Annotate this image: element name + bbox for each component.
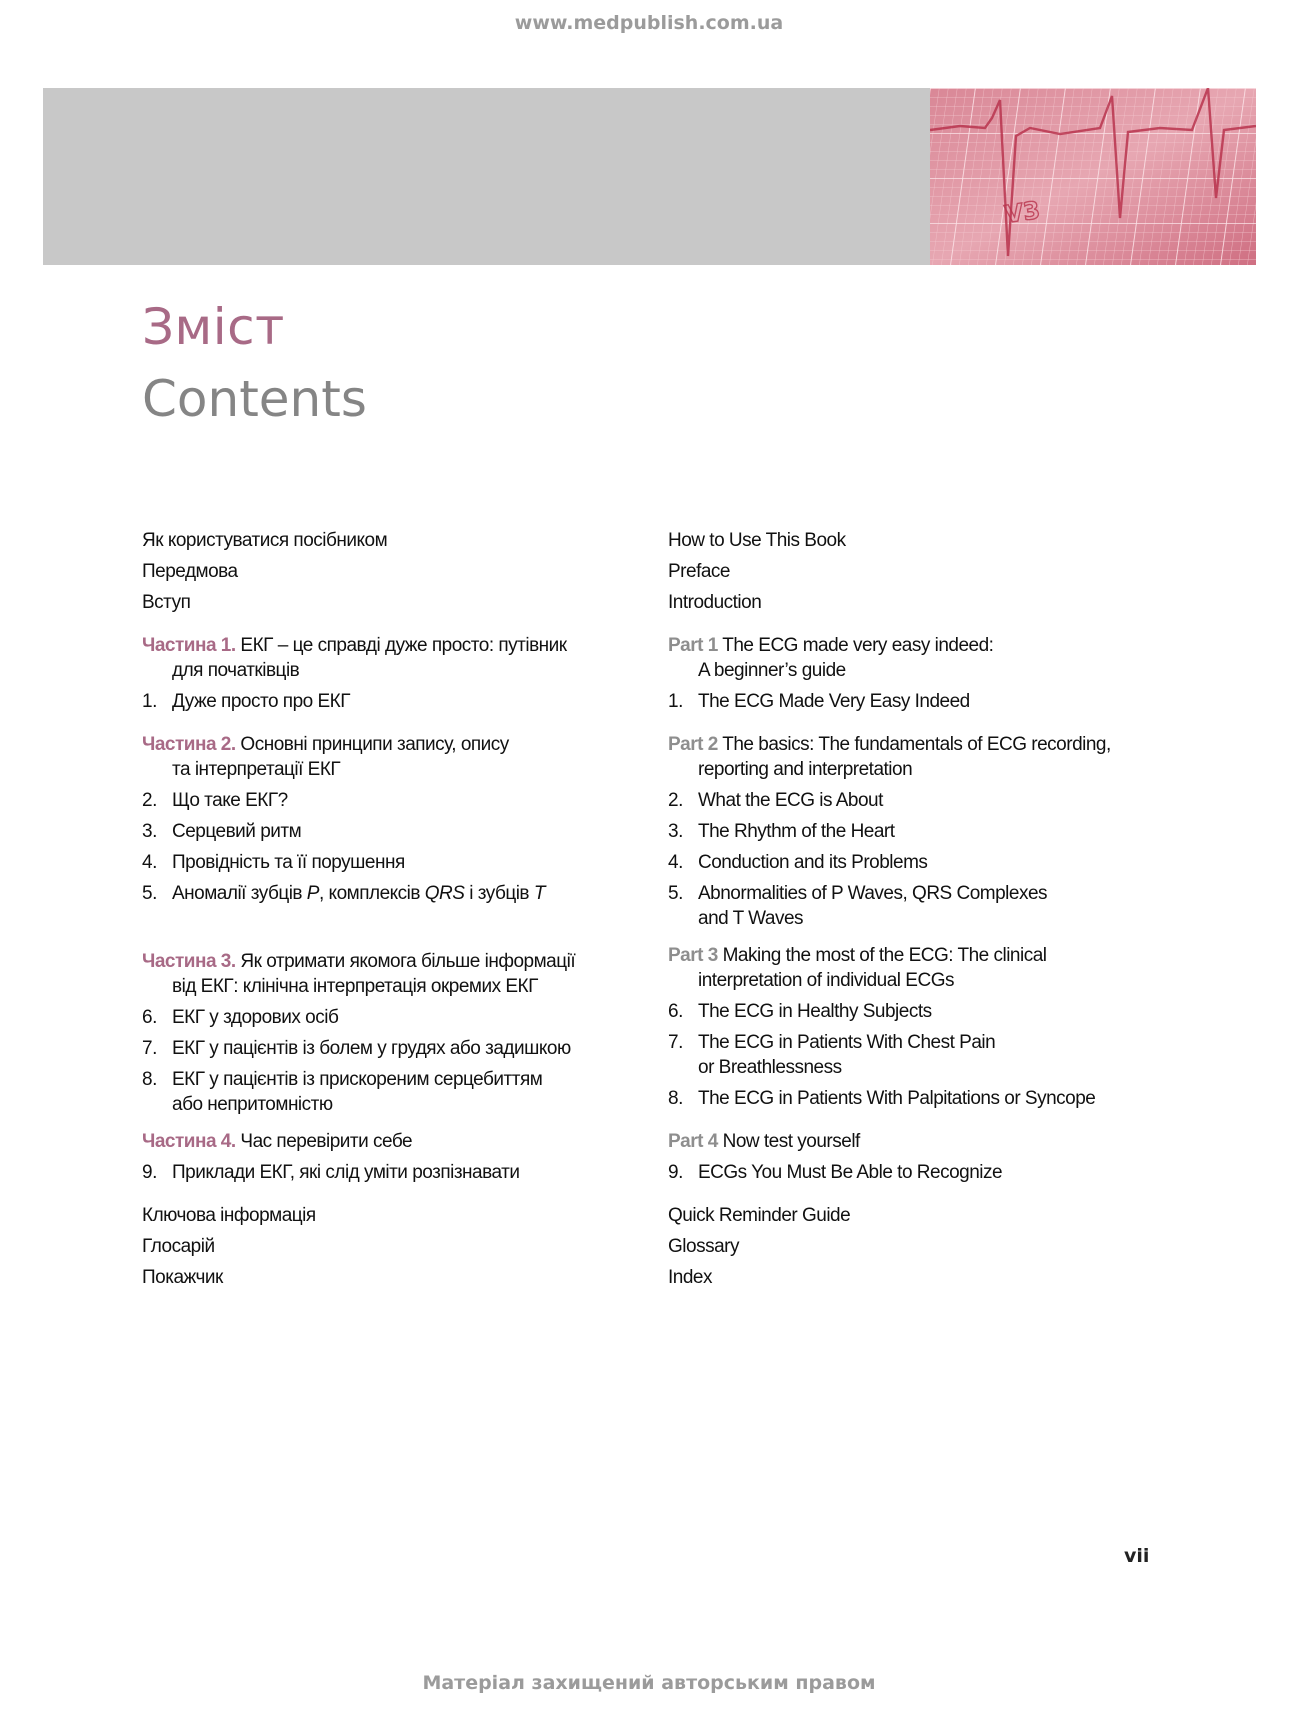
chapter-number: 5.	[668, 883, 683, 904]
chapter-number: 3.	[668, 821, 683, 842]
chapter-number: 1.	[142, 691, 157, 712]
part-label: Частина 3.	[142, 951, 236, 972]
site-url: www.medpublish.com.ua	[514, 12, 784, 34]
toc-part-4[interactable]	[668, 1129, 1168, 1160]
toc-chapter-8[interactable]	[668, 1086, 1168, 1117]
part-title: Making the most of the ECG: The clinical	[722, 945, 1047, 966]
chapter-number: 3.	[142, 821, 157, 842]
page-title-ukrainian: Зміст	[142, 298, 285, 356]
toc-part-2[interactable]	[142, 732, 642, 782]
chapter-title: Аномалії зубців P, комплексів QRS і зубців T	[172, 883, 545, 904]
chapter-title: ЕКГ у пацієнтів із прискореним серцебиттям	[172, 1069, 543, 1090]
chapter-title: ЕКГ у здорових осіб	[172, 1007, 339, 1028]
toc-entry-introduction[interactable]: Вступ	[142, 592, 191, 613]
part-label: Частина 1.	[142, 635, 236, 656]
chapter-title: The ECG in Healthy Subjects	[698, 1001, 932, 1022]
toc-entry-how-to-use[interactable]: How to Use This Book	[668, 530, 846, 551]
part-title-cont: та інтерпретації ЕКГ	[172, 759, 341, 780]
toc-chapter-7[interactable]	[668, 1030, 1168, 1080]
toc-entry-quick-reminder[interactable]: Ключова інформація	[142, 1205, 316, 1226]
toc-entry-how-to-use[interactable]: Як користуватися посібником	[142, 530, 388, 551]
toc-chapter-6[interactable]	[668, 999, 1168, 1030]
chapter-number: 7.	[142, 1038, 157, 1059]
chapter-number: 1.	[668, 691, 683, 712]
part-label: Part 2	[668, 734, 718, 755]
toc-chapter-4[interactable]	[142, 850, 642, 881]
part-label: Part 1	[668, 635, 718, 656]
chapter-title: Conduction and its Problems	[698, 852, 928, 873]
toc-chapter-3[interactable]	[668, 819, 1168, 850]
toc-chapter-2[interactable]	[142, 788, 642, 819]
part-title-cont: A beginner’s guide	[698, 660, 846, 681]
toc-column-english	[668, 528, 1168, 1296]
chapter-title: ECGs You Must Be Able to Recognize	[698, 1162, 1003, 1183]
chapter-number: 9.	[668, 1162, 683, 1183]
chapter-title: The ECG in Patients With Palpitations or Syncope	[698, 1088, 1096, 1109]
part-title: Час перевірити себе	[240, 1131, 413, 1152]
toc-part-4[interactable]	[142, 1129, 642, 1160]
toc-part-1[interactable]	[142, 633, 642, 683]
toc-chapter-1[interactable]	[142, 689, 642, 720]
part-title: The ECG made very easy indeed:	[722, 635, 994, 656]
toc-chapter-5[interactable]	[668, 881, 1168, 931]
chapter-number: 2.	[668, 790, 683, 811]
copyright-footer: Матеріал захищений авторським правом	[422, 1672, 876, 1694]
toc-chapter-4[interactable]	[668, 850, 1168, 881]
part-label: Частина 2.	[142, 734, 236, 755]
chapter-number: 9.	[142, 1162, 157, 1183]
part-title: The basics: The fundamentals of ECG recording,	[722, 734, 1111, 755]
toc-entry-glossary[interactable]: Глосарій	[142, 1236, 215, 1257]
chapter-title: Що таке ЕКГ?	[172, 790, 288, 811]
chapter-number: 4.	[668, 852, 683, 873]
toc-entry-quick-reminder[interactable]: Quick Reminder Guide	[668, 1205, 851, 1226]
chapter-number: 2.	[142, 790, 157, 811]
part-label: Part 3	[668, 945, 718, 966]
part-title: ЕКГ – це справді дуже просто: путівник	[240, 635, 567, 656]
chapter-title: Abnormalities of P Waves, QRS Complexes	[698, 883, 1048, 904]
chapter-title-cont: or Breathlessness	[698, 1057, 842, 1078]
chapter-title: Дуже просто про ЕКГ	[172, 691, 351, 712]
toc-chapter-7[interactable]	[142, 1036, 642, 1067]
chapter-title: Приклади ЕКГ, які слід уміти розпізнавати	[172, 1162, 520, 1183]
chapter-number: 6.	[142, 1007, 157, 1028]
toc-part-1[interactable]	[668, 633, 1168, 683]
page-number: vii	[1124, 1545, 1150, 1567]
svg-text:V3: V3	[1002, 196, 1042, 229]
chapter-title: The Rhythm of the Heart	[698, 821, 895, 842]
toc-entry-index[interactable]: Покажчик	[142, 1267, 223, 1288]
toc-chapter-9[interactable]	[142, 1160, 642, 1191]
part-title-cont: interpretation of individual ECGs	[698, 970, 954, 991]
toc-chapter-5[interactable]	[142, 881, 642, 912]
chapter-title-cont: або непритомністю	[172, 1094, 333, 1115]
chapter-title: The ECG in Patients With Chest Pain	[698, 1032, 996, 1053]
toc-entry-glossary[interactable]: Glossary	[668, 1236, 739, 1257]
toc-entry-preface[interactable]: Preface	[668, 561, 730, 582]
toc-part-2[interactable]	[668, 732, 1168, 782]
chapter-title: What the ECG is About	[698, 790, 883, 811]
chapter-title: Провідність та її порушення	[172, 852, 405, 873]
chapter-number: 8.	[142, 1069, 157, 1090]
part-label: Part 4	[668, 1131, 718, 1152]
chapter-number: 6.	[668, 1001, 683, 1022]
chapter-number: 5.	[142, 883, 157, 904]
chapter-title-cont: and T Waves	[698, 908, 804, 929]
chapter-number: 7.	[668, 1032, 683, 1053]
part-title-cont: reporting and interpretation	[698, 759, 913, 780]
part-title: Як отримати якомога більше інформації	[240, 951, 576, 972]
toc-chapter-9[interactable]	[668, 1160, 1168, 1191]
toc-entry-introduction[interactable]: Introduction	[668, 592, 762, 613]
toc-chapter-2[interactable]	[668, 788, 1168, 819]
toc-chapter-8[interactable]	[142, 1067, 642, 1117]
chapter-title: The ECG Made Very Easy Indeed	[698, 691, 970, 712]
part-title-cont: для початківців	[172, 660, 300, 681]
chapter-title: ЕКГ у пацієнтів із болем у грудях або задишкою	[172, 1038, 571, 1059]
page-title-english: Contents	[142, 370, 367, 428]
toc-chapter-6[interactable]	[142, 1005, 642, 1036]
toc-entry-index[interactable]: Index	[668, 1267, 712, 1288]
chapter-number: 4.	[142, 852, 157, 873]
toc-part-3[interactable]	[142, 949, 642, 999]
toc-column-ukrainian	[142, 528, 642, 1296]
part-title: Основні принципи запису, опису	[240, 734, 509, 755]
toc-entry-preface[interactable]: Передмова	[142, 561, 238, 582]
header-banner	[43, 88, 1256, 265]
part-title: Now test yourself	[722, 1131, 860, 1152]
part-label: Частина 4.	[142, 1131, 236, 1152]
ecg-strip-image	[930, 88, 1256, 265]
chapter-number: 8.	[668, 1088, 683, 1109]
chapter-title: Серцевий ритм	[172, 821, 302, 842]
toc-part-3[interactable]	[668, 943, 1168, 993]
toc-chapter-3[interactable]	[142, 819, 642, 850]
part-title-cont: від ЕКГ: клінічна інтерпретація окремих ЕКГ	[172, 976, 538, 997]
toc-chapter-1[interactable]	[668, 689, 1168, 720]
